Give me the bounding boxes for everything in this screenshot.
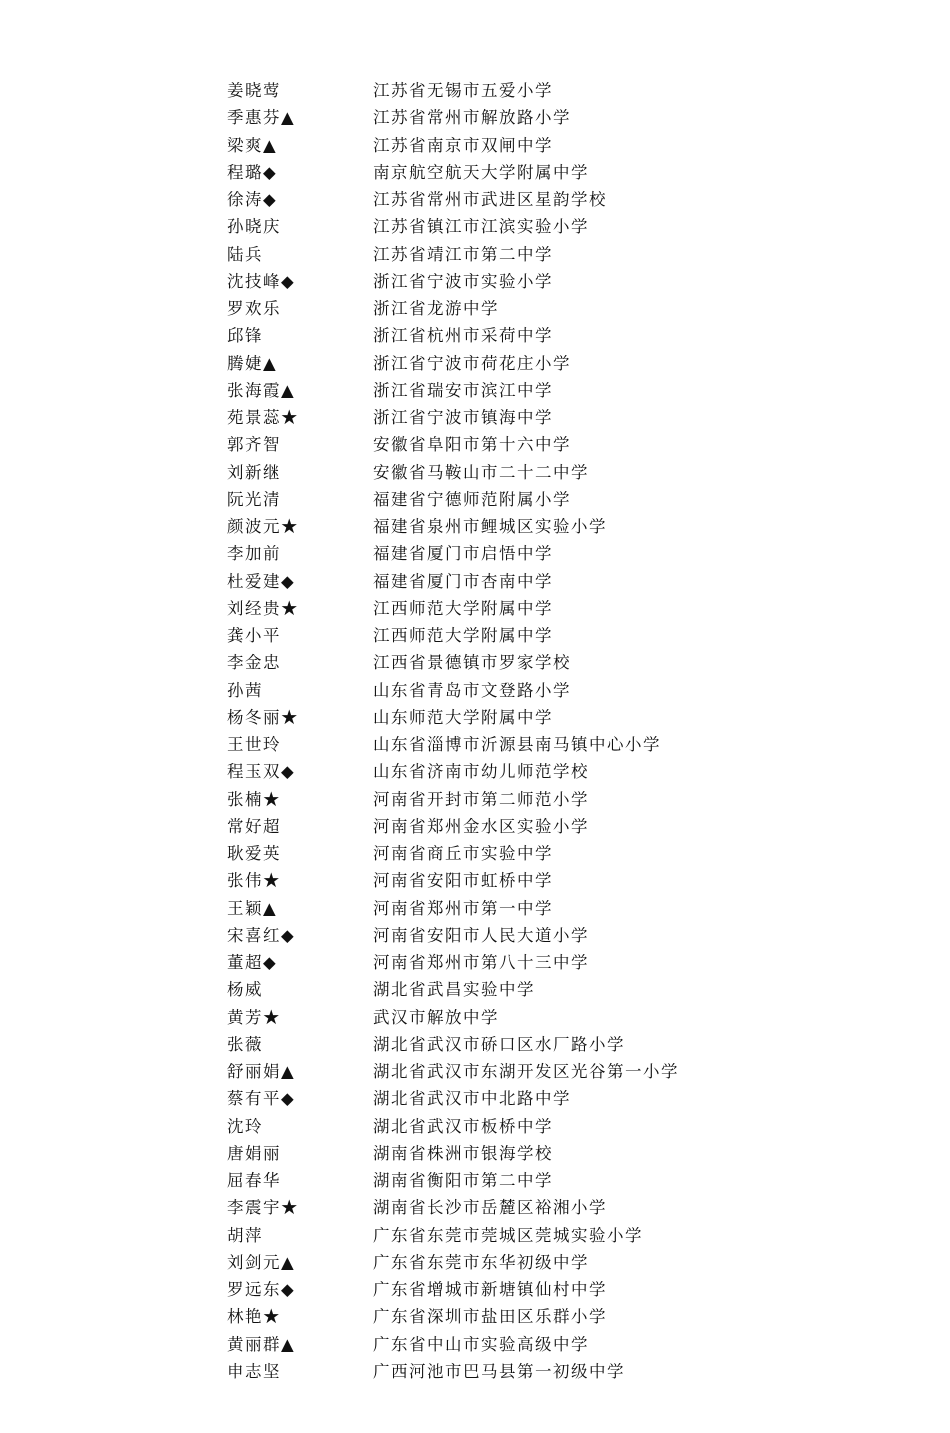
- school-name: 湖北省武汉市东湖开发区光谷第一小学: [373, 1062, 679, 1081]
- list-item: [227, 949, 827, 976]
- school-name: 安徽省阜阳市第十六中学: [373, 435, 571, 455]
- school-name: 山东省淄博市沂源县南马镇中心小学: [373, 735, 661, 754]
- person-name: 腾婕▲: [227, 353, 278, 373]
- person-name: 申志坚: [227, 1361, 281, 1381]
- list-item: [227, 568, 827, 595]
- list-item: [227, 1085, 827, 1112]
- school-name: 浙江省瑞安市滨江中学: [373, 380, 553, 400]
- list-item: [227, 213, 827, 240]
- list-item: [227, 486, 827, 513]
- list-item: [227, 1140, 827, 1167]
- school-name: 江苏省常州市武进区星韵学校: [373, 190, 607, 209]
- person-name: 耿爱英: [227, 844, 281, 863]
- person-name: 王世玲: [227, 735, 281, 754]
- person-name: 蔡有平◆: [227, 1089, 296, 1109]
- school-name: 山东省青岛市文登路小学: [373, 680, 571, 700]
- person-name: 沈技峰◆: [227, 271, 296, 291]
- school-name: 山东师范大学附属中学: [373, 707, 553, 727]
- list-item: [227, 867, 827, 894]
- person-name: 张楠★: [227, 789, 281, 809]
- person-name: 梁爽▲: [227, 135, 278, 155]
- person-name: 颜波元★: [227, 517, 299, 536]
- list-item: [227, 622, 827, 649]
- person-name: 罗欢乐: [227, 299, 281, 318]
- person-name: 舒丽娟▲: [227, 1062, 296, 1081]
- person-name: 李震宇★: [227, 1198, 299, 1218]
- person-name: 程玉双◆: [227, 762, 296, 782]
- school-name: 湖南省衡阳市第二中学: [373, 1171, 553, 1190]
- person-name: 常好超: [227, 816, 281, 836]
- list-item: [227, 813, 827, 840]
- person-name: 李金忠: [227, 653, 281, 673]
- person-name: 苑景蕊★: [227, 408, 299, 427]
- list-item: [227, 1358, 827, 1385]
- school-name: 河南省郑州市第八十三中学: [373, 953, 589, 972]
- list-item: [227, 241, 827, 268]
- person-name: 姜晓莺: [227, 81, 281, 100]
- list-item: [227, 77, 827, 104]
- school-name: 河南省郑州金水区实验小学: [373, 816, 589, 836]
- person-name: 邱锋: [227, 326, 263, 346]
- school-name: 浙江省杭州市采荷中学: [373, 326, 553, 346]
- list-item: [227, 758, 827, 785]
- person-name: 宋喜红◆: [227, 925, 296, 945]
- person-name: 杜爱建◆: [227, 571, 296, 591]
- list-item: [227, 540, 827, 567]
- person-name: 孙茜: [227, 680, 263, 700]
- school-name: 河南省郑州市第一中学: [373, 898, 553, 918]
- person-name: 阮光清: [227, 489, 281, 509]
- list-item: [227, 786, 827, 813]
- list-item: [227, 322, 827, 349]
- school-name: 湖北省武昌实验中学: [373, 980, 535, 1000]
- school-name: 河南省开封市第二师范小学: [373, 789, 589, 809]
- school-name: 福建省宁德师范附属小学: [373, 489, 571, 509]
- list-item: [227, 104, 827, 131]
- person-name: 杨冬丽★: [227, 707, 299, 727]
- person-name: 程璐◆: [227, 162, 278, 182]
- school-name: 江苏省南京市双闸中学: [373, 135, 553, 155]
- school-name: 广东省中山市实验高级中学: [373, 1334, 589, 1354]
- person-name: 孙晓庆: [227, 217, 281, 237]
- list-item: [227, 404, 827, 431]
- school-name: 南京航空航天大学附属中学: [373, 162, 589, 182]
- person-name: 龚小平: [227, 626, 281, 645]
- school-name: 浙江省龙游中学: [373, 299, 499, 318]
- roster-list: [227, 77, 827, 1385]
- person-name: 王颖▲: [227, 898, 278, 918]
- list-item: [227, 377, 827, 404]
- person-name: 郭齐智: [227, 435, 281, 455]
- list-item: [227, 595, 827, 622]
- school-name: 湖南省长沙市岳麓区裕湘小学: [373, 1198, 607, 1218]
- list-item: [227, 1303, 827, 1330]
- list-item: [227, 976, 827, 1003]
- school-name: 广东省东莞市东华初级中学: [373, 1252, 589, 1272]
- school-name: 江苏省靖江市第二中学: [373, 244, 553, 264]
- list-item: [227, 459, 827, 486]
- person-name: 张伟★: [227, 871, 281, 891]
- person-name: 胡萍: [227, 1225, 263, 1245]
- person-name: 徐涛◆: [227, 190, 278, 209]
- school-name: 武汉市解放中学: [373, 1007, 499, 1027]
- school-name: 湖北省武汉市硚口区水厂路小学: [373, 1034, 625, 1054]
- list-item: [227, 1058, 827, 1085]
- school-name: 广东省东莞市莞城区莞城实验小学: [373, 1225, 643, 1245]
- school-name: 河南省商丘市实验中学: [373, 844, 553, 863]
- person-name: 董超◆: [227, 953, 278, 972]
- school-name: 湖北省武汉市中北路中学: [373, 1089, 571, 1109]
- school-name: 浙江省宁波市实验小学: [373, 271, 553, 291]
- school-name: 江苏省常州市解放路小学: [373, 108, 571, 128]
- person-name: 沈玲: [227, 1116, 263, 1136]
- list-item: [227, 268, 827, 295]
- list-item: [227, 677, 827, 704]
- list-item: [227, 295, 827, 322]
- school-name: 浙江省宁波市荷花庄小学: [373, 353, 571, 373]
- person-name: 林艳★: [227, 1307, 281, 1327]
- list-item: [227, 431, 827, 458]
- school-name: 江西师范大学附属中学: [373, 598, 553, 618]
- school-name: 浙江省宁波市镇海中学: [373, 408, 553, 427]
- school-name: 福建省厦门市杏南中学: [373, 571, 553, 591]
- school-name: 广东省深圳市盐田区乐群小学: [373, 1307, 607, 1327]
- list-item: [227, 1194, 827, 1221]
- person-name: 屈春华: [227, 1171, 281, 1190]
- list-item: [227, 1331, 827, 1358]
- school-name: 河南省安阳市人民大道小学: [373, 925, 589, 945]
- list-item: [227, 1113, 827, 1140]
- person-name: 黄芳★: [227, 1007, 281, 1027]
- list-item: [227, 132, 827, 159]
- list-item: [227, 1004, 827, 1031]
- school-name: 湖南省株洲市银海学校: [373, 1143, 553, 1163]
- list-item: [227, 1276, 827, 1303]
- list-item: [227, 1167, 827, 1194]
- school-name: 山东省济南市幼儿师范学校: [373, 762, 589, 782]
- list-item: [227, 1249, 827, 1276]
- list-item: [227, 704, 827, 731]
- school-name: 江苏省无锡市五爱小学: [373, 81, 553, 100]
- list-item: [227, 731, 827, 758]
- list-item: [227, 840, 827, 867]
- person-name: 黄丽群▲: [227, 1334, 296, 1354]
- person-name: 刘经贵★: [227, 598, 299, 618]
- list-item: [227, 922, 827, 949]
- school-name: 福建省泉州市鲤城区实验小学: [373, 517, 607, 536]
- school-name: 江西师范大学附属中学: [373, 626, 553, 645]
- person-name: 罗远东◆: [227, 1280, 296, 1299]
- person-name: 张海霞▲: [227, 380, 296, 400]
- list-item: [227, 513, 827, 540]
- list-item: [227, 159, 827, 186]
- list-item: [227, 186, 827, 213]
- school-name: 广西河池市巴马县第一初级中学: [373, 1361, 625, 1381]
- school-name: 福建省厦门市启悟中学: [373, 544, 553, 564]
- person-name: 唐娟丽: [227, 1143, 281, 1163]
- person-name: 杨威: [227, 980, 263, 1000]
- school-name: 广东省增城市新塘镇仙村中学: [373, 1280, 607, 1299]
- person-name: 陆兵: [227, 244, 263, 264]
- person-name: 张薇: [227, 1034, 263, 1054]
- person-name: 李加前: [227, 544, 281, 564]
- list-item: [227, 649, 827, 676]
- list-item: [227, 350, 827, 377]
- school-name: 江苏省镇江市江滨实验小学: [373, 217, 589, 237]
- school-name: 安徽省马鞍山市二十二中学: [373, 462, 589, 482]
- person-name: 季惠芬▲: [227, 108, 296, 128]
- list-item: [227, 895, 827, 922]
- list-item: [227, 1031, 827, 1058]
- person-name: 刘新继: [227, 462, 281, 482]
- person-name: 刘剑元▲: [227, 1252, 296, 1272]
- school-name: 湖北省武汉市板桥中学: [373, 1116, 553, 1136]
- school-name: 河南省安阳市虹桥中学: [373, 871, 553, 891]
- school-name: 江西省景德镇市罗家学校: [373, 653, 571, 673]
- list-item: [227, 1222, 827, 1249]
